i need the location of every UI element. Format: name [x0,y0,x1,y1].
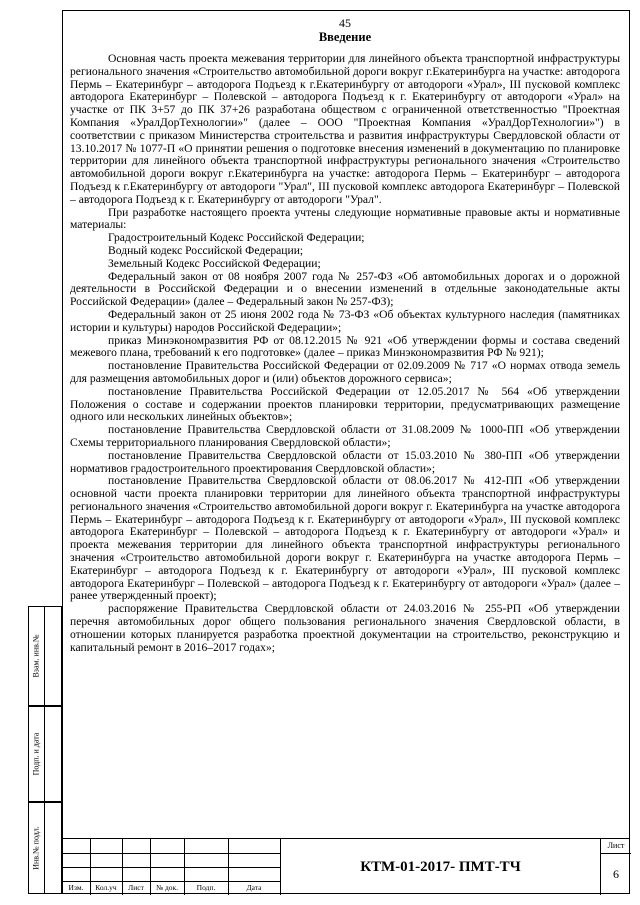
header-cell: Лист [128,883,144,892]
list-item: постановление Правительства Свердловской области от 15.03.2010 № 380-ПП «Об утверждении нормативов градостроительного проектирования Свердловской области»; [70,448,620,475]
side-stamp-label: Взам. инв.№ [31,634,41,678]
side-stamp-label: Подп. и дата [31,732,41,776]
title-block [62,838,630,894]
side-stamp-cell [28,802,62,894]
side-stamp-cell [28,606,62,706]
list-item: Федеральный закон от 25 июня 2002 года № 73-ФЗ «Об объектах культурного наследия (памятниках истории и культуры) народов Российской Федерации»; [70,307,620,334]
header-cell: Дата [246,883,262,892]
header-cell: Кол.уч [95,883,117,892]
list-item: постановление Правительства Свердловской области от 31.08.2009 № 1000-ПП «Об утверждении Схемы территориального планирования Свердловской области»; [70,423,620,449]
list-item: Градостроительный Кодекс Российской Федерации; [108,231,365,245]
side-stamp [28,606,62,894]
sheet-box [600,839,630,895]
header-cell: Изм. [68,883,84,892]
list-item: Федеральный закон от 08 ноября 2007 года № 257-ФЗ «Об автомобильных дорогах и о дорожной деятельности в Российской Федерации и о внесении изменений в отдельные законодательные акты Российской Федерации» (далее – Федеральный закон № 257-ФЗ); [70,269,620,309]
side-stamp-label: Инв.№ подл. [31,826,41,870]
page-title: Введение [318,30,372,44]
list-item: постановление Правительства Российской Федерации от 12.05.2017 № 564 «Об утверждении Положения о составе и содержании проектов планировки территории, предусматривающих размещение одного или нескольких линейных объектов»; [70,384,620,424]
sheet-label: Лист [601,839,631,854]
revision-grid [62,839,280,895]
header-cell: № док. [155,883,179,892]
paragraph: При разработке настоящего проекта учтены следующие нормативные правовые акты и нормативные материалы: [70,205,620,232]
list-item: постановление Правительства Свердловской области от 08.06.2017 № 412-ПП «Об утверждении основной части проекта планировки территории для линейного объекта транспортной инфраструктуры регионального значения «Строительство автомобильной дороги вокруг г. Екатеринбурга на участке автодорога Пермь – Екатеринбург – автодорога Подъезд к г. Екатеринбургу от автодороги «Урал», III пусковой комплекс автодорога Екатеринбург – Полевской – автодорога Подъезд к г. Екатеринбургу от автодороги «Урал» и проекта межевания территории для линейного объекта транспортной инфраструктуры регионального значения «Строительство автомобильной дороги вокруг г. Екатеринбурга на участке автодорога Пермь – Екатеринбург – автодорога Подъезд к г. Екатеринбургу от автодороги «Урал», III пусковой комплекс автодорога Екатеринбург – Полевской – автодорога Подъезд к г. Екатеринбургу от автодороги «Урал» (далее – ранее утвержденный проект); [70,474,620,603]
side-stamp-cell [28,706,62,802]
paragraph: Основная часть проекта межевания территории для линейного объекта транспортной инфраструктуры регионального значения «Строительство автомобильной дороги вокруг г.Екатеринбурга на участке: автодорога Пермь – Екатеринбург – автодорога Подъезд к г.Екатеринбургу от автодороги «Урал», III пусковой комплекс автодорога Екатеринбург – Полевской – автодорога Подъезд к г. Екатеринбургу от автодороги «Урал» на участке от ПК 3+57 до ПК 37+26 разработана обществом с ограниченной ответственностью "Проектная Компания «УралДорТехнологии»" (далее – ООО "Проектная Компания «УралДорТехнологии»") в соответствии с приказом Министерства строительства и развития инфраструктуры Свердловской области от 13.10.2017 № 1077-П «О принятии решения о подготовке внесения изменений в документацию по планировке территории для линейного объекта транспортной инфраструктуры регионального значения «Строительство автомобильной дороги вокруг г.Екатеринбурга на участке: автодорога Пермь – Екатеринбург – автодорога Подъезд к г.Екатеринбургу от автодороги "Урал", III пусковой комплекс автодорога Екатеринбург – Полевской – автодорога Подъезд к г. Екатеринбургу от автодороги "Урал". [70,52,620,206]
page-number: 45 [339,16,351,30]
sheet-number: 6 [613,866,619,881]
list-item: Водный кодекс Российской Федерации; [108,243,304,257]
header-cell: Подп. [196,883,216,892]
list-item: приказ Минэкономразвития РФ от 08.12.2015 № 921 «Об утверждении формы и состава сведений межевого плана, требований к его подготовке» (далее – приказ Минэкономразвития РФ № 921); [70,333,620,360]
list-item: Земельный Кодекс Российской Федерации; [108,256,321,270]
document-code: КТМ-01-2017- ПМТ-ТЧ [280,839,600,895]
list-item: постановление Правительства Российской Федерации от 02.09.2009 № 717 «О нормах отвода земель для размещения автомобильных дорог и (или) объектов дорожного сервиса»; [70,359,620,385]
document-body [70,16,620,654]
list-item: распоряжение Правительства Свердловской области от 24.03.2016 № 255-РП «Об утверждении перечня автомобильных дорог общего пользования регионального значения Свердловской области, в отношении которых планируется разработка проектной документации на строительство, реконструкцию и капитальный ремонт в 2016–2017 годах»; [70,602,620,654]
